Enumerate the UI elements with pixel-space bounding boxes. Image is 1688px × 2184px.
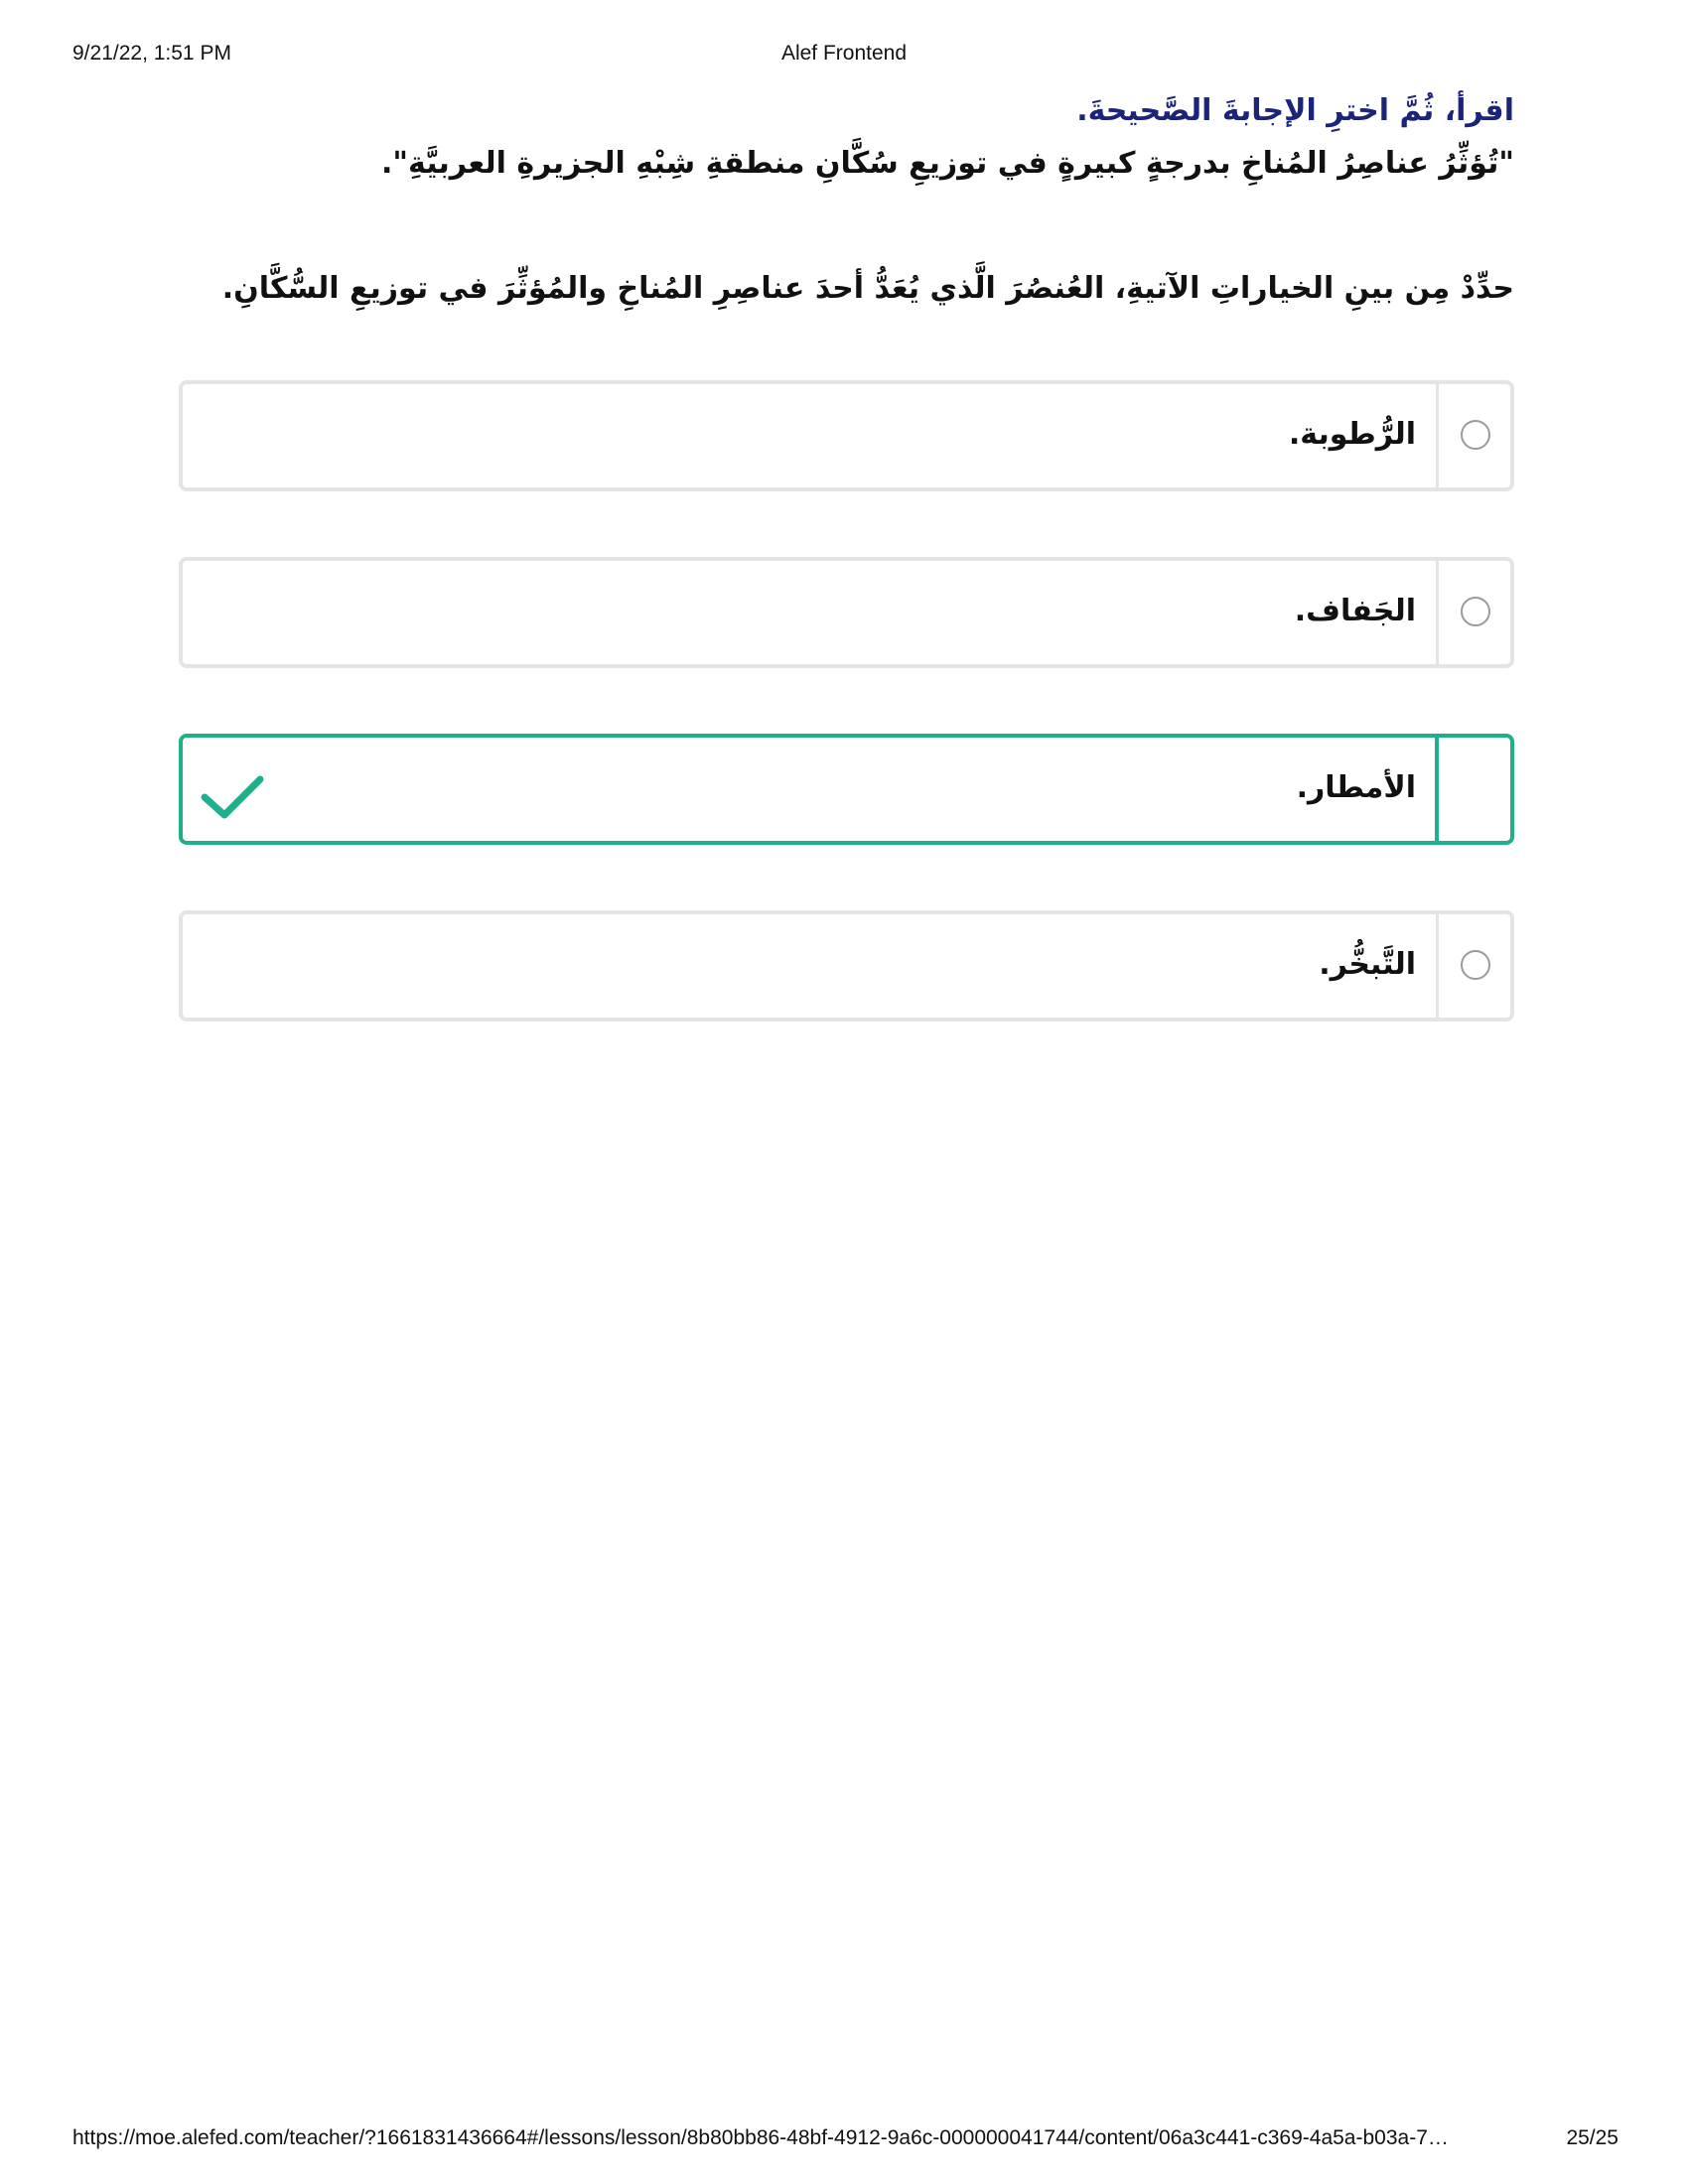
answer-options: [179, 380, 1514, 1087]
print-header: [0, 42, 1688, 71]
print-footer: [0, 2126, 1688, 2156]
answer-option-label: الجَفاف.: [1294, 594, 1416, 628]
print-page-number: 25/25: [1566, 2126, 1618, 2149]
radio-circle-icon[interactable]: [1461, 420, 1490, 450]
checkmark-icon: [199, 771, 266, 823]
answer-option-2[interactable]: [179, 557, 1514, 668]
question-quote: "تُؤثِّرُ عناصِرُ المُناخِ بدرجةٍ كبيرةٍ في توزيعِ سُكَّانِ منطقةِ شِبْهِ الجزيرةِ العربيَّةِ".: [381, 146, 1514, 181]
question-instruction: اقرأ، ثُمَّ اخترِ الإجابةَ الصَّحيحةَ.: [1076, 93, 1514, 128]
radio-cell[interactable]: [1436, 384, 1510, 487]
answer-option-1[interactable]: [179, 380, 1514, 491]
question-prompt: حدِّدْ مِن بينِ الخياراتِ الآتيةِ، العُنصُرَ الَّذي يُعَدُّ أحدَ عناصِرِ المُناخِ والمُؤثِّرَ في توزيعِ السُّكَّانِ.: [221, 271, 1514, 306]
answer-option-label: الأمطار.: [1296, 770, 1416, 805]
answer-option-label: الرُّطوبة.: [1288, 417, 1416, 452]
print-page-title: Alef Frontend: [780, 42, 908, 65]
radio-cell[interactable]: [1436, 561, 1510, 664]
radio-cell[interactable]: [1436, 914, 1510, 1018]
answer-option-3-correct[interactable]: [179, 734, 1514, 845]
question-content: [179, 87, 1514, 314]
print-date: 9/21/22, 1:51 PM: [72, 42, 231, 65]
radio-circle-icon[interactable]: [1461, 950, 1490, 980]
radio-circle-icon[interactable]: [1461, 597, 1490, 626]
radio-cell[interactable]: [1435, 738, 1510, 841]
answer-option-4[interactable]: [179, 910, 1514, 1022]
print-url: https://moe.alefed.com/teacher/?1661831436664#/lessons/lesson/8b80bb86-48bf-4912-9a6c-000000041744/content/06a3c441-c369-4a5a-b03a-7…: [72, 2126, 1449, 2149]
answer-option-label: التَّبخُّر.: [1319, 947, 1416, 982]
